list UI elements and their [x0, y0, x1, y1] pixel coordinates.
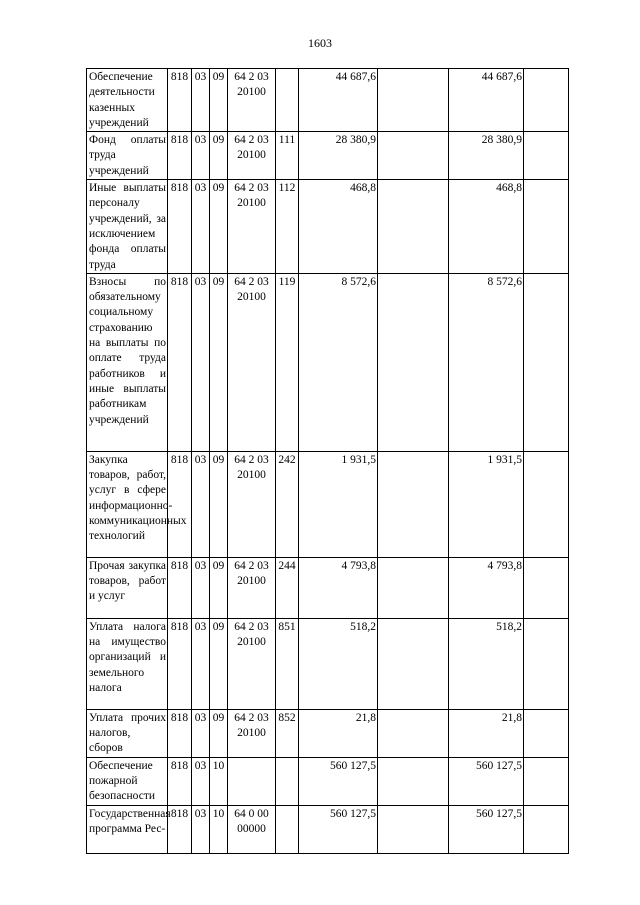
row-name: Обеспечение деятельности казенных учреждений: [87, 69, 168, 132]
amount-4: [524, 709, 569, 757]
section-code: 03: [192, 557, 210, 618]
ministry-code: 818: [168, 557, 192, 618]
amount-3: 1 931,5: [449, 451, 524, 557]
ministry-code: 818: [168, 451, 192, 557]
row-name: Взносы по обязательному социальному страхованию на выплаты по оплате труда работников и иные выплаты работникам учреждений: [87, 273, 168, 451]
expense-type-code: [276, 805, 299, 853]
subsection-code: 09: [210, 557, 228, 618]
program-code: 64 2 03 20100: [228, 709, 276, 757]
amount-2: [378, 618, 449, 709]
amount-1: 560 127,5: [299, 757, 378, 805]
expense-type-code: [276, 757, 299, 805]
amount-3: 28 380,9: [449, 132, 524, 180]
amount-3: 44 687,6: [449, 69, 524, 132]
row-name: Прочая закупка товаров, работ и услуг: [87, 557, 168, 618]
amount-1: 468,8: [299, 180, 378, 274]
amount-3: 560 127,5: [449, 805, 524, 853]
section-code: 03: [192, 180, 210, 274]
expense-type-code: 111: [276, 132, 299, 180]
table-row: [87, 757, 569, 805]
amount-1: 28 380,9: [299, 132, 378, 180]
amount-1: 518,2: [299, 618, 378, 709]
subsection-code: 09: [210, 618, 228, 709]
program-code: 64 2 03 20100: [228, 451, 276, 557]
amount-4: [524, 618, 569, 709]
amount-4: [524, 132, 569, 180]
amount-3: 8 572,6: [449, 273, 524, 451]
program-code: [228, 757, 276, 805]
amount-4: [524, 557, 569, 618]
amount-1: 8 572,6: [299, 273, 378, 451]
row-name: Уплата налога на имущество организаций и земельного налога: [87, 618, 168, 709]
amount-3: 4 793,8: [449, 557, 524, 618]
row-name: Закупка товаров, работ, услуг в сфере информационно-коммуникационных технологий: [87, 451, 168, 557]
amount-2: [378, 69, 449, 132]
amount-4: [524, 180, 569, 274]
ministry-code: 818: [168, 180, 192, 274]
table-row: [87, 69, 569, 132]
table-row: [87, 132, 569, 180]
section-code: 03: [192, 709, 210, 757]
amount-4: [524, 273, 569, 451]
section-code: 03: [192, 618, 210, 709]
table-row: [87, 805, 569, 853]
expense-type-code: 852: [276, 709, 299, 757]
ministry-code: 818: [168, 618, 192, 709]
amount-3: 468,8: [449, 180, 524, 274]
amount-4: [524, 757, 569, 805]
amount-2: [378, 451, 449, 557]
table-row: [87, 451, 569, 557]
program-code: 64 2 03 20100: [228, 132, 276, 180]
expense-type-code: 112: [276, 180, 299, 274]
subsection-code: 09: [210, 69, 228, 132]
table-row: [87, 709, 569, 757]
amount-2: [378, 180, 449, 274]
program-code: 64 0 00 00000: [228, 805, 276, 853]
table-row: [87, 273, 569, 451]
expense-type-code: 244: [276, 557, 299, 618]
section-code: 03: [192, 69, 210, 132]
section-code: 03: [192, 805, 210, 853]
expense-type-code: 851: [276, 618, 299, 709]
amount-1: 1 931,5: [299, 451, 378, 557]
subsection-code: 09: [210, 451, 228, 557]
budget-table: [86, 68, 569, 854]
row-name: Уплата прочих налогов, сборов: [87, 709, 168, 757]
section-code: 03: [192, 757, 210, 805]
ministry-code: 818: [168, 709, 192, 757]
amount-2: [378, 805, 449, 853]
amount-3: 560 127,5: [449, 757, 524, 805]
subsection-code: 09: [210, 709, 228, 757]
amount-1: 4 793,8: [299, 557, 378, 618]
ministry-code: 818: [168, 805, 192, 853]
amount-1: 560 127,5: [299, 805, 378, 853]
table-row: [87, 618, 569, 709]
ministry-code: 818: [168, 273, 192, 451]
amount-2: [378, 557, 449, 618]
subsection-code: 10: [210, 757, 228, 805]
subsection-code: 09: [210, 180, 228, 274]
expense-type-code: 242: [276, 451, 299, 557]
table-row: [87, 180, 569, 274]
page-number: 1603: [308, 36, 332, 50]
amount-2: [378, 757, 449, 805]
amount-4: [524, 69, 569, 132]
section-code: 03: [192, 132, 210, 180]
amount-3: 21,8: [449, 709, 524, 757]
expense-type-code: [276, 69, 299, 132]
section-code: 03: [192, 451, 210, 557]
program-code: 64 2 03 20100: [228, 557, 276, 618]
ministry-code: 818: [168, 132, 192, 180]
row-name: Фонд оплаты труда учреждений: [87, 132, 168, 180]
program-code: 64 2 03 20100: [228, 69, 276, 132]
ministry-code: 818: [168, 757, 192, 805]
amount-4: [524, 451, 569, 557]
amount-1: 21,8: [299, 709, 378, 757]
table-row: [87, 557, 569, 618]
row-name: Обеспечение пожарной безопасности: [87, 757, 168, 805]
row-name: Государственная программа Рес-: [87, 805, 168, 853]
expense-type-code: 119: [276, 273, 299, 451]
ministry-code: 818: [168, 69, 192, 132]
row-name: Иные выплаты персоналу учреждений, за исключением фонда оплаты труда: [87, 180, 168, 274]
program-code: 64 2 03 20100: [228, 180, 276, 274]
subsection-code: 09: [210, 132, 228, 180]
subsection-code: 09: [210, 273, 228, 451]
program-code: 64 2 03 20100: [228, 273, 276, 451]
program-code: 64 2 03 20100: [228, 618, 276, 709]
amount-2: [378, 273, 449, 451]
table-body: [87, 69, 569, 854]
amount-2: [378, 709, 449, 757]
amount-4: [524, 805, 569, 853]
subsection-code: 10: [210, 805, 228, 853]
amount-2: [378, 132, 449, 180]
amount-1: 44 687,6: [299, 69, 378, 132]
section-code: 03: [192, 273, 210, 451]
amount-3: 518,2: [449, 618, 524, 709]
